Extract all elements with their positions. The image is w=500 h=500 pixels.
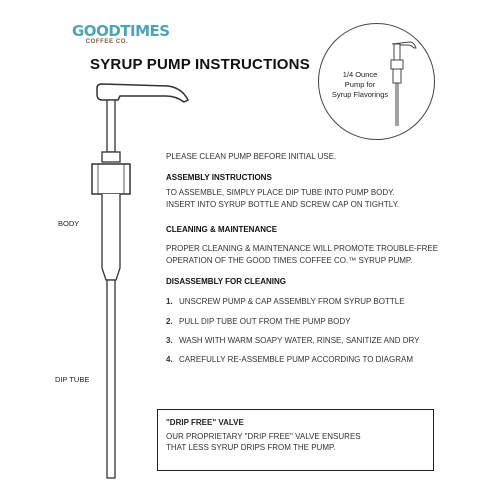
- pump-stem: [107, 100, 115, 152]
- inset-line-1: 1/4 Ounce: [342, 70, 378, 79]
- assembly-heading: ASSEMBLY INSTRUCTIONS: [166, 173, 272, 182]
- step-number: 2.: [166, 317, 173, 326]
- label-body: BODY: [58, 219, 80, 228]
- step-item: [166, 336, 419, 345]
- cleaning-text: [166, 243, 438, 267]
- inset-line-2: Pump for: [344, 80, 376, 89]
- step-text: CAREFULLY RE-ASSEMBLE PUMP ACCORDING TO DIAGRAM: [179, 355, 413, 364]
- assembly-line-1: TO ASSEMBLE, SIMPLY PLACE DIP TUBE INTO PUMP BODY.: [166, 188, 395, 197]
- inset-line-3: Syrup Flavorings: [331, 90, 389, 99]
- pump-collar: [102, 152, 120, 162]
- logo-subtext: COFFEE CO.: [85, 39, 129, 45]
- disassembly-heading: DISASSEMBLY FOR CLEANING: [166, 277, 287, 286]
- valve-description: [166, 431, 361, 453]
- assembly-line-2: INSERT INTO SYRUP BOTTLE AND SCREW CAP ON TIGHTLY.: [166, 200, 400, 209]
- step-number: 4.: [166, 355, 173, 364]
- step-text: WASH WITH WARM SOAPY WATER, RINSE, SANITIZE AND DRY: [179, 336, 420, 345]
- step-item: [166, 297, 405, 306]
- step-item: [166, 317, 350, 326]
- valve-line-1: OUR PROPRIETARY "DRIP FREE" VALVE ENSURES: [166, 432, 361, 441]
- pump-body: [102, 194, 120, 280]
- label-dip-tube: DIP TUBE: [55, 375, 90, 384]
- cleaning-line-2: OPERATION OF THE GOOD TIMES COFFEE CO.™ SYRUP PUMP.: [166, 256, 413, 265]
- valve-title: "DRIP FREE" VALVE: [166, 418, 244, 427]
- inset-caption: [324, 70, 396, 100]
- intro-text: PLEASE CLEAN PUMP BEFORE INITIAL USE.: [166, 152, 337, 161]
- pump-nozzle: [97, 84, 188, 102]
- step-text: PULL DIP TUBE OUT FROM THE PUMP BODY: [179, 317, 351, 326]
- cleaning-heading: CLEANING & MAINTENANCE: [166, 225, 278, 234]
- step-number: 1.: [166, 297, 173, 306]
- step-text: UNSCREW PUMP & CAP ASSEMBLY FROM SYRUP BOTTLE: [179, 297, 405, 306]
- brand-logo: [72, 22, 170, 46]
- step-number: 3.: [166, 336, 173, 345]
- assembly-text: [166, 187, 399, 211]
- valve-line-2: THAT LESS SYRUP DRIPS FROM THE PUMP.: [166, 443, 336, 452]
- logo-wordmark: GOODTIMES: [72, 22, 170, 40]
- dip-tube: [107, 280, 115, 478]
- cleaning-line-1: PROPER CLEANING & MAINTENANCE WILL PROMOTE TROUBLE-FREE: [166, 244, 439, 253]
- step-item: [166, 355, 413, 364]
- page-title: SYRUP PUMP INSTRUCTIONS: [90, 56, 310, 73]
